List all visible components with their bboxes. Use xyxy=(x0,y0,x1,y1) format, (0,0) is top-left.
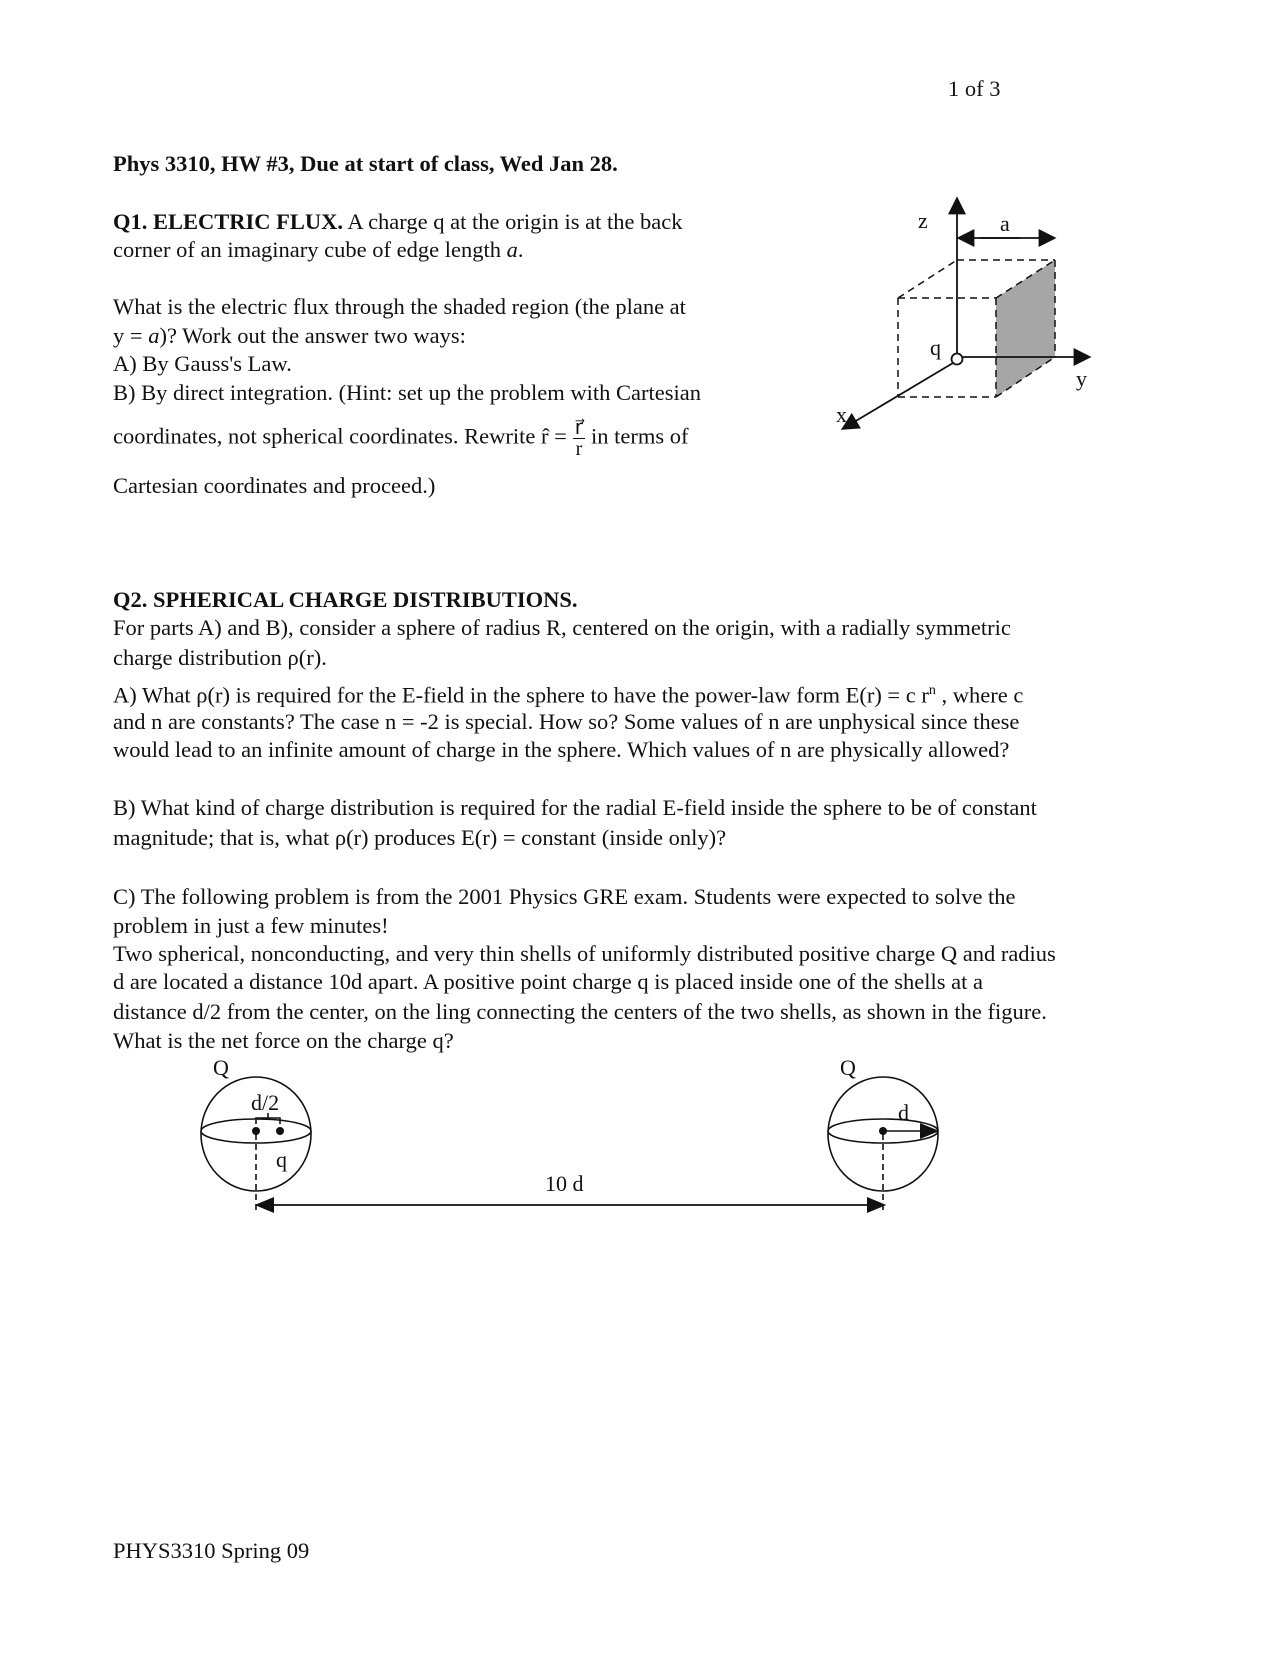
z-axis-label: z xyxy=(918,208,928,233)
shaded-face xyxy=(996,260,1055,397)
q2-line: would lead to an infinite amount of charge in the sphere. Which values of n are physically allowed? xyxy=(113,737,1010,762)
q1-line: y = a)? Work out the answer two ways: xyxy=(113,323,466,348)
q2-line: charge distribution ρ(r). xyxy=(113,645,327,670)
q2-line: Two spherical, nonconducting, and very thin shells of uniformly distributed positive charge Q and radius xyxy=(113,941,1056,966)
x-axis-label: x xyxy=(836,402,847,427)
q2-line: problem in just a few minutes! xyxy=(113,913,389,938)
q2-line: distance d/2 from the center, on the ling connecting the centers of the two shells, as shown in the figure. xyxy=(113,999,1047,1024)
q1-line: What is the electric flux through the shaded region (the plane at xyxy=(113,294,686,319)
q2-line: For parts A) and B), consider a sphere of radius R, centered on the origin, with a radially symmetric xyxy=(113,615,1011,640)
edge-a-label: a xyxy=(1000,211,1010,236)
y-axis-label: y xyxy=(1076,366,1087,391)
q1-line: Cartesian coordinates and proceed.) xyxy=(113,473,436,498)
footer: PHYS3310 Spring 09 xyxy=(113,1538,310,1563)
q1-part-b: B) By direct integration. (Hint: set up the problem with Cartesian xyxy=(113,380,701,405)
Q-right-label: Q xyxy=(840,1055,856,1080)
page-number: 1 of 3 xyxy=(948,76,1001,101)
q2-part-a: A) What ρ(r) is required for the E-field in the sphere to have the power-law form E(r) = c $r^n$ , where c xyxy=(113,682,1024,708)
radius-d-label: d xyxy=(898,1100,909,1125)
q2-line: What is the net force on the charge q? xyxy=(113,1028,454,1053)
q2-heading: Q2. SPHERICAL CHARGE DISTRIBUTIONS. xyxy=(113,587,578,612)
q2-line: magnitude; that is, what ρ(r) produces E(r) = constant (inside only)? xyxy=(113,825,727,850)
distance-label: 10 d xyxy=(545,1171,584,1196)
q-label: q xyxy=(930,335,941,360)
half-d-label: d/2 xyxy=(251,1090,280,1115)
q1-line: coordinates, not spherical coordinates. Rewrite r̂ = $\frac{r⃗}{r}$ in terms of xyxy=(113,417,689,460)
cube-figure xyxy=(820,180,1100,440)
q2-line: and n are constants? The case n = -2 is special. How so? Some values of n are unphysical since these xyxy=(113,709,1020,734)
q2-part-b: B) What kind of charge distribution is required for the radial E-field inside the sphere to be of constant xyxy=(113,795,1037,820)
shells-figure xyxy=(0,1050,1280,1230)
charge-q-dot xyxy=(276,1127,284,1135)
doc-title: Phys 3310, HW #3, Due at start of class, Wed Jan 28. xyxy=(113,151,618,176)
q1-intro-2: corner of an imaginary cube of edge length a. xyxy=(113,237,524,262)
q2-line: d are located a distance 10d apart. A positive point charge q is placed inside one of the shells at a xyxy=(113,969,983,994)
q2-part-c: C) The following problem is from the 2001 Physics GRE exam. Students were expected to solve the xyxy=(113,884,1016,909)
charge-q-marker xyxy=(952,354,963,365)
Q-left-label: Q xyxy=(213,1055,229,1080)
q-label: q xyxy=(276,1147,287,1172)
r-hat-fraction: $\frac{r⃗}{r}$ xyxy=(574,417,584,460)
q1-intro: Q1. ELECTRIC FLUX. A charge q at the origin is at the back xyxy=(113,209,683,234)
q1-part-a: A) By Gauss's Law. xyxy=(113,351,292,376)
